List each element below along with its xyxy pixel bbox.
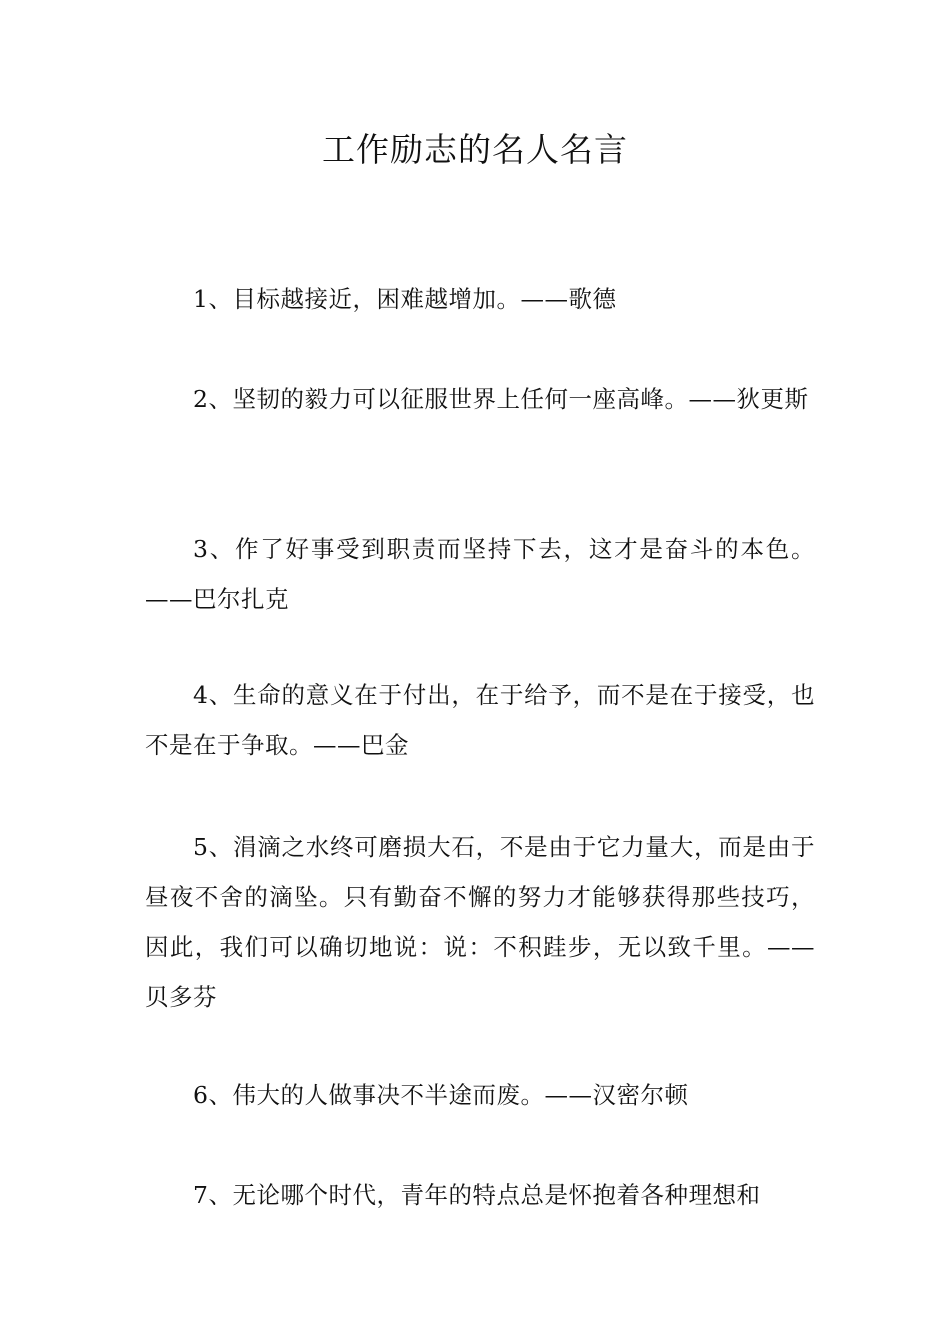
quote-item: 4、生命的意义在于付出，在于给予，而不是在于接受，也不是在于争取。——巴金	[145, 681, 815, 759]
quote-item: 2、坚韧的毅力可以征服世界上任何一座高峰。——狄更斯	[193, 385, 809, 413]
quote-item: 1、目标越接近，困难越增加。——歌德	[193, 285, 617, 313]
quote-item: 3、作了好事受到职责而坚持下去，这才是奋斗的本色。——巴尔扎克	[145, 535, 815, 613]
quote-item: 7、无论哪个时代，青年的特点总是怀抱着各种理想和	[193, 1181, 761, 1209]
quote-item: 5、涓滴之水终可磨损大石，不是由于它力量大，而是由于昼夜不舍的滴坠。只有勤奋不懈的努力才能够获得那些技巧，因此，我们可以确切地说：说：不积跬步，无以致千里。——贝多芬	[145, 833, 815, 1011]
document-title: 工作励志的名人名言	[322, 130, 628, 169]
quote-item: 6、伟大的人做事决不半途而废。——汉密尔顿	[193, 1081, 689, 1109]
